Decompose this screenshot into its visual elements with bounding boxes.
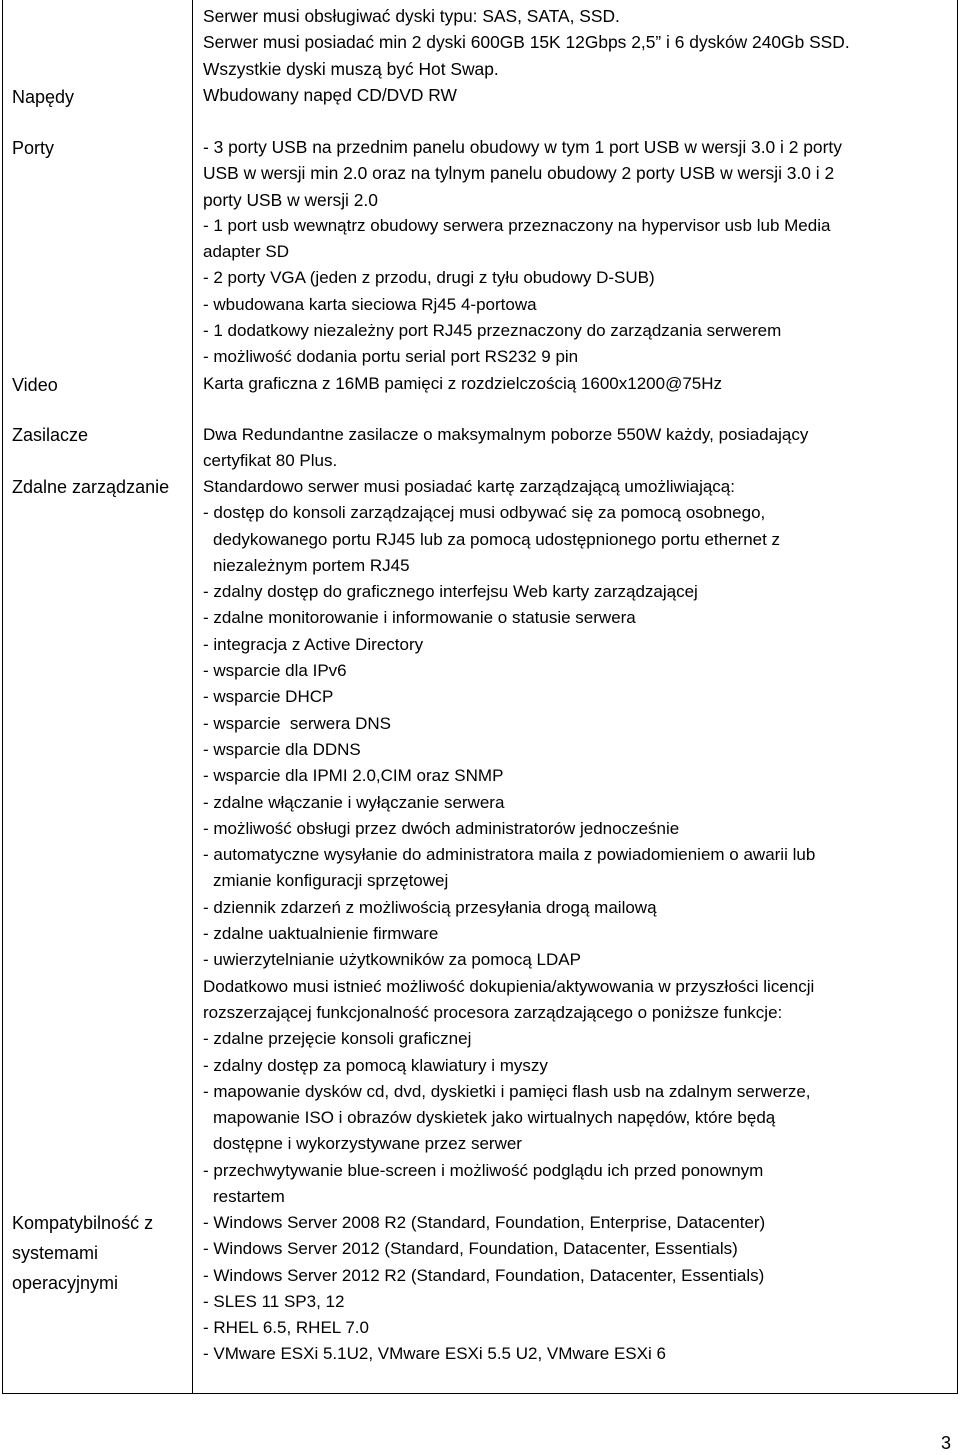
- remote-line: rozszerzającej funkcjonalność procesora zarządzającego o poniższe funkcje:: [203, 1002, 783, 1022]
- label-os-line: systemami: [12, 1243, 99, 1263]
- page-number: 3: [941, 1433, 952, 1453]
- os-line: - VMware ESXi 5.1U2, VMware ESXi 5.5 U2, VMware ESXi 6: [203, 1344, 666, 1364]
- ports-line: - możliwość dodania portu serial port RS232 9 pin: [203, 347, 579, 367]
- psu-content: [203, 422, 943, 475]
- ports-line: - wbudowana karta sieciowa Rj45 4-portowa: [203, 294, 537, 314]
- remote-line: dedykowanego portu RJ45 lub za pomocą udostępnionego portu ethernet z: [213, 529, 781, 549]
- drives-line: Wszystkie dyski muszą być Hot Swap.: [203, 58, 499, 79]
- remote-line: - zdalny dostęp do graficznego interfejsu Web karty zarządzającej: [203, 582, 698, 602]
- label-remote: Zdalne zarządzanie: [12, 477, 170, 497]
- column-divider: [192, 0, 193, 1393]
- remote-line: - przechwytywanie blue-screen i możliwość podglądu ich przed ponownym: [203, 1160, 764, 1180]
- remote-line: mapowanie ISO i obrazów dyskietek jako wirtualnych napędów, które będą: [213, 1108, 776, 1128]
- remote-line: - zdalne włączanie i wyłączanie serwera: [203, 792, 505, 812]
- ports-line: adapter SD: [203, 242, 289, 262]
- label-psu: Zasilacze: [12, 425, 89, 445]
- remote-line: - możliwość obsługi przez dwóch administratorów jednocześnie: [203, 818, 680, 838]
- remote-line: - wsparcie dla DDNS: [203, 739, 361, 759]
- os-line: - Windows Server 2012 R2 (Standard, Foundation, Datacenter, Essentials): [203, 1265, 765, 1285]
- remote-line: - automatyczne wysyłanie do administratora maila z powiadomieniem o awarii lub: [203, 845, 816, 865]
- psu-line: certyfikat 80 Plus.: [203, 451, 338, 471]
- remote-line: - mapowanie dysków cd, dvd, dyskietki i pamięci flash usb na zdalnym serwerze,: [203, 1081, 811, 1101]
- remote-line: - dostęp do konsoli zarządzającej musi odbywać się za pomocą osobnego,: [203, 503, 766, 523]
- ports-line: - 3 porty USB na przednim panelu obudowy w tym 1 port USB w wersji 3.0 i 2 porty: [203, 137, 842, 157]
- remote-line: - integracja z Active Directory: [203, 634, 424, 654]
- label-os-compat: [12, 1208, 190, 1298]
- remote-line: - zdalny dostęp za pomocą klawiatury i myszy: [203, 1055, 548, 1075]
- os-line: - RHEL 6.5, RHEL 7.0: [203, 1318, 369, 1338]
- os-line: - Windows Server 2008 R2 (Standard, Foundation, Enterprise, Datacenter): [203, 1213, 766, 1232]
- ports-line: - 1 dodatkowy niezależny port RJ45 przeznaczony do zarządzania serwerem: [203, 321, 782, 341]
- remote-line: - wsparcie serwera DNS: [203, 713, 391, 733]
- video-line: Karta graficzna z 16MB pamięci z rozdzielczością 1600x1200@75Hz: [203, 374, 723, 393]
- os-line: - SLES 11 SP3, 12: [203, 1291, 345, 1311]
- ports-line: - 2 porty VGA (jeden z przodu, drugi z tyłu obudowy D-SUB): [203, 268, 655, 288]
- os-line: - Windows Server 2012 (Standard, Foundation, Datacenter, Essentials): [203, 1239, 738, 1259]
- drives-content: [203, 3, 943, 108]
- label-drives: Napędy: [12, 87, 75, 107]
- remote-line: dostępne i wykorzystywane przez serwer: [213, 1134, 522, 1154]
- label-os-line: Kompatybilność z: [12, 1213, 154, 1233]
- remote-line: - zdalne przejęcie konsoli graficznej: [203, 1029, 472, 1049]
- remote-line: - uwierzytelnianie użytkowników za pomocą LDAP: [203, 950, 581, 970]
- remote-line: - zdalne uaktualnienie firmware: [203, 924, 439, 944]
- remote-content: [203, 474, 943, 1210]
- drives-line: Serwer musi obsługiwać dyski typu: SAS, SATA, SSD.: [203, 6, 620, 26]
- remote-line: - wsparcie dla IPv6: [203, 661, 347, 681]
- drives-line: Wbudowany napęd CD/DVD RW: [203, 84, 457, 105]
- ports-line: - 1 port usb wewnątrz obudowy serwera przeznaczony na hypervisor usb lub Media: [203, 215, 831, 235]
- label-os-line: operacyjnymi: [12, 1273, 119, 1293]
- drives-line: Serwer musi posiadać min 2 dyski 600GB 15K 12Gbps 2,5” i 6 dysków 240Gb SSD.: [203, 32, 850, 53]
- remote-line: Dodatkowo musi istnieć możliwość dokupienia/aktywowania w przyszłości licencji: [203, 976, 815, 996]
- remote-line: - dziennik zdarzeń z możliwością przesyłania drogą mailową: [203, 897, 657, 917]
- remote-line: Standardowo serwer musi posiadać kartę zarządzającą umożliwiającą:: [203, 477, 735, 496]
- label-video: Video: [12, 375, 58, 395]
- remote-line: - wsparcie DHCP: [203, 687, 334, 707]
- remote-line: niezależnym portem RJ45: [213, 555, 410, 575]
- ports-line: USB w wersji min 2.0 oraz na tylnym panelu obudowy 2 porty USB w wersji 3.0 i 2: [203, 163, 835, 184]
- remote-line: - wsparcie dla IPMI 2.0,CIM oraz SNMP: [203, 766, 504, 786]
- label-ports: Porty: [12, 138, 55, 158]
- remote-line: - zdalne monitorowanie i informowanie o statusie serwera: [203, 608, 636, 628]
- ports-line: porty USB w wersji 2.0: [203, 189, 378, 210]
- video-content: [203, 371, 943, 397]
- psu-line: Dwa Redundantne zasilacze o maksymalnym poborze 550W każdy, posiadający: [203, 425, 809, 444]
- ports-content: [203, 134, 943, 371]
- remote-line: restartem: [213, 1187, 285, 1207]
- remote-line: zmianie konfiguracji sprzętowej: [213, 871, 449, 891]
- os-content: [203, 1210, 943, 1368]
